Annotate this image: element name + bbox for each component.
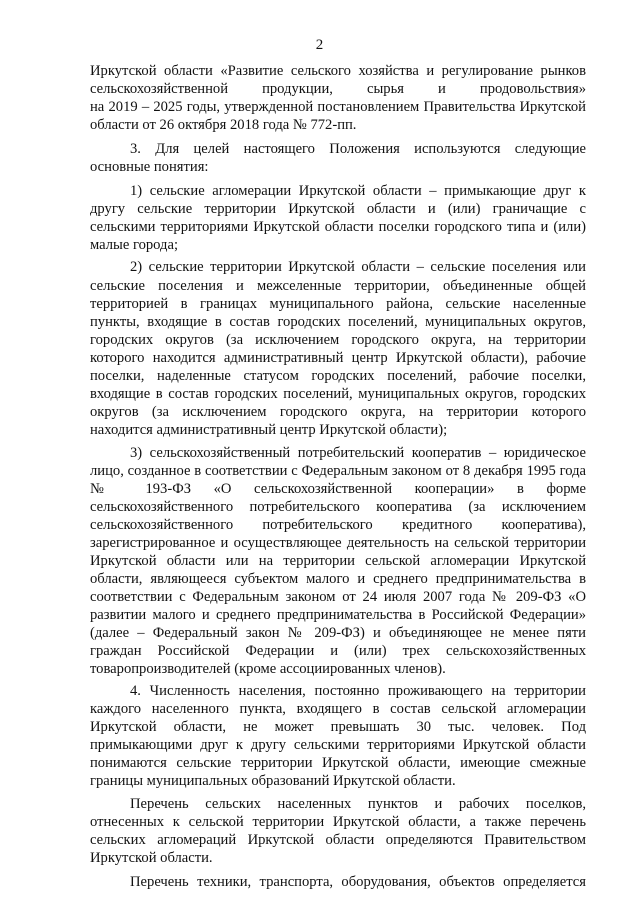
text-line: 2) сельские территории Иркутской области – сельские поселения или bbox=[130, 259, 586, 275]
text-line: развитии малого и среднего предпринимательства в Российской Федерации» bbox=[90, 607, 586, 623]
text-line: сельскохозяйственной продукции, сырья и продовольствия» bbox=[90, 81, 586, 97]
text-line: соответствии с Федеральным законом от 24 июля 2007 года № 209-ФЗ «О bbox=[90, 589, 586, 605]
text-line: на 2019 – 2025 годы, утвержденной постановлением Правительства Иркутской bbox=[90, 99, 586, 115]
text-line: 3) сельскохозяйственный потребительский кооператив – юридическое bbox=[130, 445, 586, 461]
text-line: области от 26 октября 2018 года № 772-пп. bbox=[90, 117, 357, 133]
text-line: которого находится административный центр Иркутской области), рабочие bbox=[90, 350, 586, 366]
page-number: 2 bbox=[315, 37, 324, 53]
text-line: Иркутской области «Развитие сельского хозяйства и регулирование рынков bbox=[90, 63, 586, 79]
text-line: территорией в границах муниципального района, сельские населенные bbox=[90, 296, 586, 312]
text-line: округов (за исключением городского округа, на территории которого bbox=[90, 404, 586, 420]
text-line: сельскохозяйственного потребительского кредитного кооператива), bbox=[90, 517, 586, 533]
text-line: 4. Численность населения, постоянно проживающего на территории bbox=[130, 683, 586, 699]
text-line: примыкающими друг к другу сельскими территориями Иркутской области bbox=[90, 737, 586, 753]
text-line: границы муниципальных образований Иркутской области. bbox=[90, 773, 456, 789]
text-line: Перечень сельских населенных пунктов и рабочих поселков, bbox=[130, 796, 586, 812]
text-line: области, являющееся субъектом малого и среднего предпринимательства в bbox=[90, 571, 586, 587]
text-line: 1) сельские агломерации Иркутской области – примыкающие друг к bbox=[130, 183, 586, 199]
text-line: сельскохозяйственного потребительского кооператива (за исключением bbox=[90, 499, 586, 515]
text-line: граждан Российской Федерации и (или) трех сельскохозяйственных bbox=[90, 643, 586, 659]
text-line: находится административный центр Иркутской области); bbox=[90, 422, 448, 438]
text-line: лицо, созданное в соответствии с Федеральным законом от 8 декабря 1995 года bbox=[90, 463, 586, 479]
text-line: Иркутской области или на территории сельской агломерации Иркутской bbox=[90, 553, 586, 569]
text-line: понимаются сельские территории Иркутской области, имеющие смежные bbox=[90, 755, 586, 771]
text-line: пункты, входящие в состав городских поселений, муниципальных округов, bbox=[90, 314, 586, 330]
text-line: входящие в состав городских поселений, муниципальных округов, городских bbox=[90, 386, 586, 402]
text-line: № 193-ФЗ «О сельскохозяйственной кооперации» в форме bbox=[90, 481, 586, 497]
text-line: Перечень техники, транспорта, оборудования, объектов определяется bbox=[130, 874, 586, 890]
text-line: каждого населенного пункта, входящего в состав сельской агломерации bbox=[90, 701, 586, 717]
text-line: зарегистрированное и осуществляющее деятельность на сельской территории bbox=[90, 535, 586, 551]
text-line: городских округов (за исключением городского округа, на территории bbox=[90, 332, 586, 348]
text-line: другу сельские территории Иркутской области и (или) граничащие с bbox=[90, 201, 586, 217]
text-line: сельские поселения и межселенные территории, объединенные общей bbox=[90, 278, 586, 294]
text-line: сельскими территориями Иркутской области поселки городского типа и (или) bbox=[90, 219, 586, 235]
text-line: поселки, наделенные статусом городских поселений, рабочие поселки, bbox=[90, 368, 586, 384]
text-line: 3. Для целей настоящего Положения используются следующие bbox=[130, 141, 586, 157]
text-line: отнесенных к сельской территории Иркутской области, а также перечень bbox=[90, 814, 586, 830]
text-line: основные понятия: bbox=[90, 159, 209, 175]
text-line: Иркутской области, не может превышать 30 тыс. человек. Под bbox=[90, 719, 586, 735]
text-line: сельских агломераций Иркутской области определяются Правительством bbox=[90, 832, 586, 848]
text-line: (далее – Федеральный закон № 209-ФЗ) и объединяющее не менее пяти bbox=[90, 625, 586, 641]
text-line: малые города; bbox=[90, 237, 179, 253]
text-line: товаропроизводителей (кроме ассоциированных членов). bbox=[90, 661, 446, 677]
text-line: Иркутской области. bbox=[90, 850, 213, 866]
